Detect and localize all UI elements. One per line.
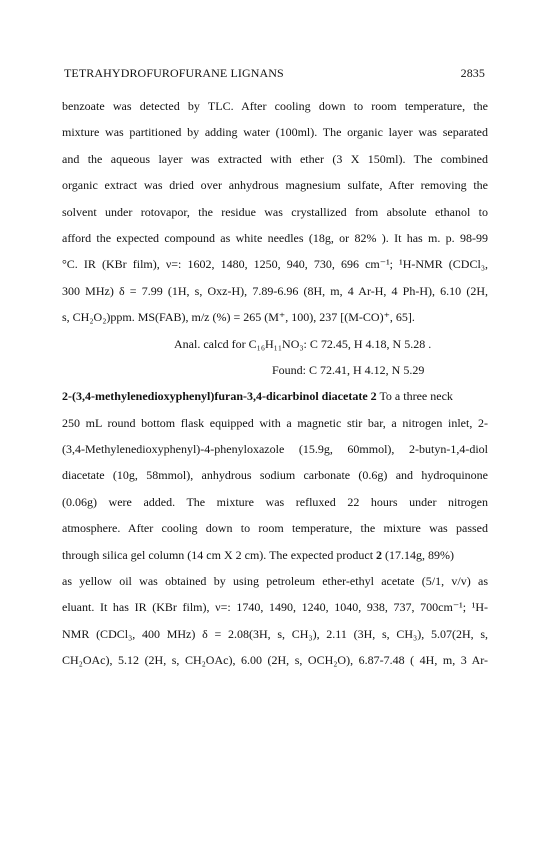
running-title: TETRAHYDROFUROFURANE LIGNANS <box>64 66 284 80</box>
text-run: (17.14g, 89%) <box>382 547 455 562</box>
text-line <box>62 542 488 568</box>
text-run: To a three neck <box>376 389 453 404</box>
text-line: solvent under rotovapor, the residue was crystallized from absolute ethanol to <box>62 204 488 219</box>
compound-heading: 2-(3,4-methylenedioxyphenyl)furan-3,4-dicarbinol diacetate 2 <box>62 389 377 404</box>
text-line: eluant. It has IR (KBr film), ν=: 1740, 1490, 1240, 1040, 938, 737, 700cm⁻¹; ¹H- <box>62 600 488 615</box>
compound-number: 2 <box>376 547 383 562</box>
text-line: CH₂OAc), 5.12 (2H, s, CH₂OAc), 6.00 (2H, s, OCH₂O), 6.87-7.48 ( 4H, m, 3 Ar- <box>62 653 488 668</box>
text-line <box>62 383 488 409</box>
text-line: (0.06g) were added. The mixture was refluxed 22 hours under nitrogen <box>62 494 488 509</box>
text-line: (3,4-Methylenedioxyphenyl)-4-phenyloxazole (15.9g, 60mmol), 2-butyn-1,4-diol <box>62 442 488 457</box>
text-line: s, CH₂O₂)ppm. MS(FAB), m/z (%) = 265 (M⁺, 100), 237 [(M-CO)⁺, 65]. <box>62 310 415 325</box>
text-line: mixture was partitioned by adding water (100ml). The organic layer was separated <box>62 125 488 140</box>
page-number: 2835 <box>460 66 485 80</box>
running-header <box>64 66 485 81</box>
text-run: through silica gel column (14 cm X 2 cm). The expected product <box>62 547 377 562</box>
text-line: atmosphere. After cooling down to room temperature, the mixture was passed <box>62 521 488 536</box>
body-text <box>62 93 488 674</box>
analysis-found-line: Found: C 72.41, H 4.12, N 5.29 <box>272 362 425 377</box>
text-line: diacetate (10g, 58mmol), anhydrous sodium carbonate (0.6g) and hydroquinone <box>62 468 488 483</box>
text-line: °C. IR (KBr film), ν=: 1602, 1480, 1250, 940, 730, 696 cm⁻¹; ¹H-NMR (CDCl₃, <box>62 257 488 272</box>
text-line: organic extract was dried over anhydrous magnesium sulfate, After removing the <box>62 178 488 193</box>
text-line: benzoate was detected by TLC. After cooling down to room temperature, the <box>62 99 488 113</box>
text-line: 300 MHz) δ = 7.99 (1H, s, Oxz-H), 7.89-6.96 (8H, m, 4 Ar-H, 4 Ph-H), 6.10 (2H, <box>62 283 488 298</box>
text-line: afford the expected compound as white needles (18g, or 82% ). It has m. p. 98-99 <box>62 230 488 245</box>
text-line: and the aqueous layer was extracted with ether (3 X 150ml). The combined <box>62 151 488 166</box>
text-line: as yellow oil was obtained by using petroleum ether-ethyl acetate (5/1, v/v) as <box>62 574 488 589</box>
text-line: NMR (CDCl₃, 400 MHz) δ = 2.08(3H, s, CH₃), 2.11 (3H, s, CH₃), 5.07(2H, s, <box>62 626 488 641</box>
analysis-calcd-line: Anal. calcd for C₁₆H₁₁NO₃: C 72.45, H 4.18, N 5.28 . <box>174 336 432 351</box>
text-line: 250 mL round bottom flask equipped with a magnetic stir bar, a nitrogen inlet, 2- <box>62 415 488 430</box>
